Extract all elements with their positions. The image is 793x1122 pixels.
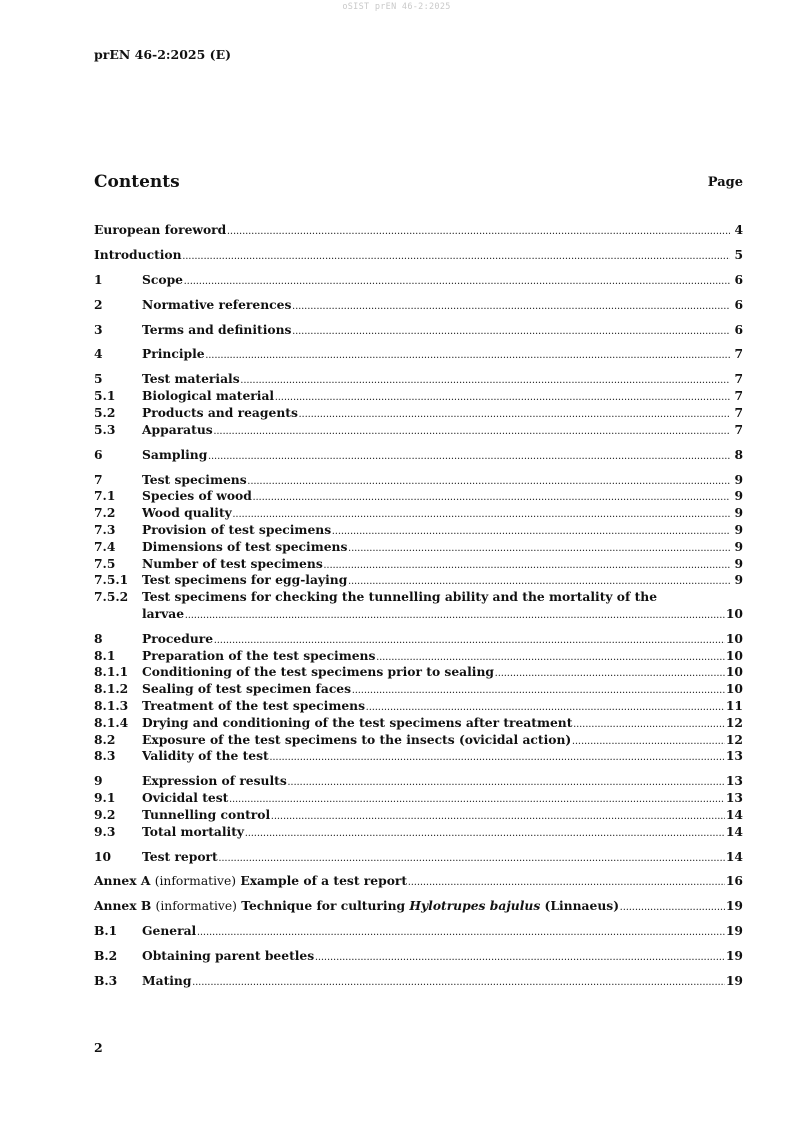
toc-entry-page: 9 (734, 572, 743, 588)
leader-dots (192, 975, 724, 992)
toc-entry-page: 14 (725, 823, 743, 839)
leader-dots (292, 324, 730, 341)
toc-entry-title: Apparatus (142, 421, 213, 437)
toc-entry-title: Wood quality (142, 505, 232, 521)
toc-entry-5[interactable] (94, 371, 743, 388)
toc-entry-page: 10 (725, 681, 743, 697)
toc-entry-5-1[interactable] (94, 388, 743, 405)
toc-entry-title: Preparation of the test specimens (142, 647, 376, 663)
toc-entry-page: 19 (725, 923, 743, 939)
annex-title (241, 898, 619, 913)
toc-entry-page: 5 (734, 246, 743, 262)
leader-dots (214, 424, 730, 441)
toc-entry-title: Scope (142, 271, 183, 287)
toc-entry-title: Treatment of the test specimens (142, 697, 366, 713)
toc-entry-number: 7.1 (94, 488, 116, 504)
toc-entry-page: 10 (725, 630, 743, 646)
toc-entry-page: 13 (725, 790, 743, 806)
toc-entry-page: 9 (734, 505, 743, 521)
toc-entry-title: Terms and definitions (142, 321, 292, 337)
page-number: 2 (94, 1040, 103, 1055)
toc-entry-title: Test specimens for egg-laying (142, 572, 348, 588)
toc-entry-number: B.3 (94, 972, 118, 988)
leader-dots (185, 608, 725, 625)
toc-entry-page: 12 (725, 714, 743, 730)
toc-entry-page: 19 (725, 948, 743, 964)
toc-entry-7-5-2[interactable] (94, 589, 743, 606)
leader-dots (208, 449, 730, 466)
contents-header (94, 172, 743, 194)
toc-entry-title: Ovicidal test (142, 790, 229, 806)
toc-entry-number: 8.1.3 (94, 697, 129, 713)
toc-entry-7-2[interactable] (94, 505, 743, 522)
toc-entry-number: 9.2 (94, 806, 116, 822)
toc-entry-title (94, 898, 619, 915)
toc-entry-page: 16 (725, 873, 743, 889)
toc-entry-page: 13 (725, 748, 743, 764)
toc-entry-number: 8.1.1 (94, 664, 129, 680)
toc-entry-2[interactable] (94, 297, 743, 314)
toc-entry-title: Exposure of the test specimens to the insects (ovicidal action) (142, 731, 572, 747)
toc-entry-title: Expression of results (142, 773, 287, 789)
toc-entry-number: 1 (94, 271, 103, 287)
toc-entry-title (94, 873, 407, 890)
toc-entry-9-2[interactable] (94, 807, 743, 824)
toc-entry-title: Number of test specimens (142, 555, 323, 571)
toc-entry-page: 9 (734, 471, 743, 487)
toc-entry-title-continued: larvae (142, 605, 185, 621)
toc-entry-page: 6 (734, 296, 743, 312)
toc-entry-annex-a[interactable] (94, 873, 743, 890)
toc-entry-page: 9 (734, 538, 743, 554)
toc-entry-8-1-3[interactable] (94, 698, 743, 715)
toc-entry-title: Obtaining parent beetles (142, 948, 315, 964)
toc-entry-number: 5 (94, 371, 103, 387)
toc-entry-b-1[interactable] (94, 923, 743, 940)
toc-entry-number: 9.1 (94, 790, 116, 806)
toc-entry-title: Test report (142, 848, 218, 864)
toc-entry-page: 14 (725, 848, 743, 864)
toc-entry-8[interactable] (94, 631, 743, 648)
toc-entry-title: Test specimens (142, 471, 247, 487)
toc-entry-title: Total mortality (142, 823, 245, 839)
toc-entry-number: 8 (94, 630, 103, 646)
toc-entry-page: 10 (725, 605, 743, 621)
toc-entry-page: 10 (725, 647, 743, 663)
toc-entry-5-3[interactable] (94, 422, 743, 439)
toc-entry-9-3[interactable] (94, 824, 743, 841)
toc-entry-page: 9 (734, 555, 743, 571)
toc-entry-title: Mating (142, 972, 192, 988)
toc-entry-title: Sealing of test specimen faces (142, 681, 352, 697)
toc-entry-title: Provision of test specimens (142, 521, 332, 537)
toc-entry-7-5-2-continued[interactable] (94, 606, 743, 623)
leader-dots (227, 224, 730, 241)
toc-entry-page: 13 (725, 773, 743, 789)
toc-entry-page: 9 (734, 521, 743, 537)
toc-entry-8-1-4[interactable] (94, 715, 743, 732)
toc-entry-number: 2 (94, 296, 103, 312)
toc-entry-page: 12 (725, 731, 743, 747)
toc-entry-number: 5.2 (94, 404, 116, 420)
leader-dots (620, 900, 725, 917)
annex-kind: (informative) (155, 899, 237, 914)
toc-entry-page: 6 (734, 271, 743, 287)
toc-entry-page: 7 (734, 404, 743, 420)
document-reference: prEN 46-2:2025 (E) (94, 47, 232, 62)
toc-entry-number: B.2 (94, 948, 118, 964)
leader-dots (219, 851, 725, 868)
toc-entry-title: European foreword (94, 222, 227, 237)
annex-title-post: (Linnaeus) (540, 898, 620, 914)
toc-entry-3[interactable] (94, 322, 743, 339)
toc-entry-page: 14 (725, 806, 743, 822)
toc-entry-title: Species of wood (142, 488, 252, 504)
toc-entry-1[interactable] (94, 272, 743, 289)
toc-entry-8-3[interactable] (94, 748, 743, 765)
leader-dots (206, 348, 730, 365)
annex-title: Example of a test report (240, 873, 408, 889)
toc-entry-page: 19 (725, 972, 743, 988)
toc-entry-page: 9 (734, 488, 743, 504)
toc-entry-9[interactable] (94, 773, 743, 790)
toc-entry-number: 3 (94, 321, 103, 337)
toc-entry-8-2[interactable] (94, 732, 743, 749)
toc-entry-title: Dimensions of test specimens (142, 538, 348, 554)
toc-entry-title: Principle (142, 346, 205, 362)
toc-entry-number: 7.5.2 (94, 589, 129, 605)
leader-dots (408, 875, 725, 892)
annex-kind: (informative) (154, 874, 237, 889)
toc-entry-title: Conditioning of the test specimens prior to sealing (142, 664, 495, 680)
toc-entry-page: 7 (734, 371, 743, 387)
annex-title-pre: Technique for culturing (241, 898, 410, 914)
toc-entry-european-foreword[interactable] (94, 222, 743, 239)
contents-title: Contents (94, 172, 180, 192)
toc-entry-number: 8.1 (94, 647, 116, 663)
toc-entry-8-1[interactable] (94, 648, 743, 665)
toc-entry-number: 7.3 (94, 521, 116, 537)
toc-entry-page: 11 (725, 697, 743, 713)
leader-dots (270, 750, 725, 767)
annex-title-italic: Hylotrupes bajulus (409, 898, 541, 914)
toc-entry-number: 5.3 (94, 421, 116, 437)
toc-entry-number: 8.2 (94, 731, 116, 747)
toc-entry-introduction[interactable] (94, 247, 743, 264)
toc-entry-7-5[interactable] (94, 556, 743, 573)
toc-entry-b-3[interactable] (94, 973, 743, 990)
toc-entry-number: 8.1.4 (94, 714, 129, 730)
toc-entry-page: 6 (734, 321, 743, 337)
toc-entry-4[interactable] (94, 346, 743, 363)
toc-entry-title: Biological material (142, 388, 275, 404)
toc-entry-page: 7 (734, 421, 743, 437)
toc-entry-page: 10 (725, 664, 743, 680)
annex-label: Annex B (94, 898, 152, 914)
toc-entry-title: Test specimens for checking the tunnelling ability and the mortality of the (142, 589, 658, 605)
toc-entry-title: Sampling (142, 446, 208, 462)
toc-entry-9-1[interactable] (94, 790, 743, 807)
leader-dots (184, 274, 730, 291)
toc-entry-annex-b[interactable] (94, 898, 743, 915)
leader-dots (245, 826, 725, 843)
toc-entry-7-3[interactable] (94, 522, 743, 539)
toc-entry-8-1-2[interactable] (94, 681, 743, 698)
toc-entry-7-4[interactable] (94, 539, 743, 556)
toc-entry-title: Drying and conditioning of the test specimens after treatment (142, 714, 573, 730)
toc-entry-number: 8.1.2 (94, 681, 129, 697)
toc-entry-number: 7.4 (94, 538, 116, 554)
page-column-label: Page (707, 175, 743, 190)
watermark: oSIST prEN 46-2:2025 (342, 2, 451, 12)
toc-entry-number: 6 (94, 446, 103, 462)
toc-entry-title: General (142, 923, 197, 939)
toc-entry-title: Procedure (142, 630, 214, 646)
toc-entry-title: Normative references (142, 296, 292, 312)
toc-entry-number: 7.2 (94, 505, 116, 521)
leader-dots (183, 249, 730, 266)
toc-entry-page: 7 (734, 346, 743, 362)
toc-entry-number: 7 (94, 471, 103, 487)
toc-entry-b-2[interactable] (94, 948, 743, 965)
toc-entry-page: 19 (725, 898, 743, 914)
toc-entry-8-1-1[interactable] (94, 664, 743, 681)
toc-entry-page: 8 (734, 446, 743, 462)
toc-entry-number: 7.5.1 (94, 572, 129, 588)
annex-label: Annex A (94, 873, 151, 889)
toc-entry-title: Tunnelling control (142, 806, 271, 822)
toc-entry-number: 5.1 (94, 388, 116, 404)
toc-entry-page: 7 (734, 388, 743, 404)
toc-entry-10[interactable] (94, 849, 743, 866)
toc-entry-number: 8.3 (94, 748, 116, 764)
table-of-contents (94, 222, 743, 990)
toc-entry-page: 4 (734, 222, 743, 237)
toc-entry-number: 7.5 (94, 555, 116, 571)
toc-entry-number: 9 (94, 773, 103, 789)
toc-entry-title: Test materials (142, 371, 240, 387)
leader-dots (315, 950, 725, 967)
toc-entry-7[interactable] (94, 472, 743, 489)
toc-entry-7-1[interactable] (94, 488, 743, 505)
toc-entry-number: 10 (94, 848, 112, 864)
toc-entry-title: Products and reagents (142, 404, 298, 420)
toc-entry-number: 9.3 (94, 823, 116, 839)
toc-entry-6[interactable] (94, 447, 743, 464)
toc-entry-title: Validity of the test (142, 748, 269, 764)
toc-entry-number: 4 (94, 346, 103, 362)
toc-entry-title: Introduction (94, 246, 182, 262)
leader-dots (197, 925, 725, 942)
toc-entry-5-2[interactable] (94, 405, 743, 422)
leader-dots (292, 299, 730, 316)
toc-entry-7-5-1[interactable] (94, 572, 743, 589)
toc-entry-number: B.1 (94, 923, 118, 939)
